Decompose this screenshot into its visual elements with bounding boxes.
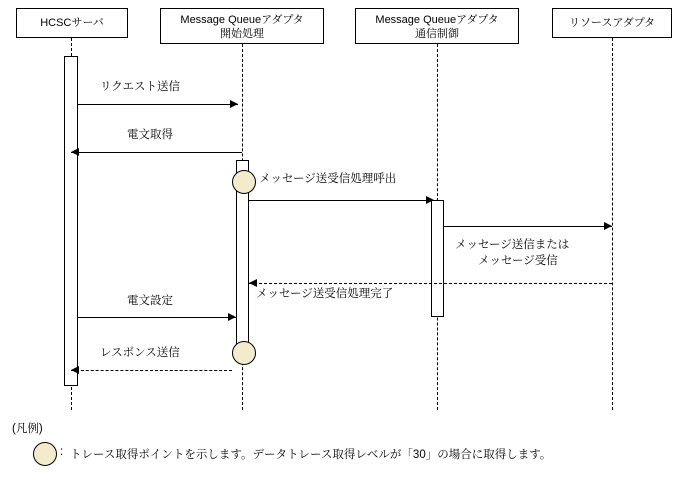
legend-title: (凡例) [12, 423, 43, 435]
lifeline-header-resource [552, 8, 672, 38]
message-line-m4 [444, 226, 612, 227]
message-label-m7: レスポンス送信 [100, 347, 180, 359]
message-line-m3 [249, 200, 433, 201]
message-label-m4-line2: メッセージ受信 [478, 255, 558, 267]
message-arrowhead-m2 [71, 148, 79, 156]
activation-hcsc [64, 56, 78, 386]
message-line-m2 [71, 152, 242, 153]
message-label-m1: リクエスト送信 [100, 81, 181, 93]
lifeline-label-mq-comm-line1: Message Queueアダプタ [375, 14, 499, 26]
trace-point-2 [232, 341, 256, 365]
message-line-m7 [71, 370, 232, 371]
message-label-m2: 電文取得 [127, 129, 173, 141]
lifeline-header-mq-comm [355, 8, 519, 44]
legend-trace-dot-icon [33, 442, 57, 466]
message-line-m5 [249, 283, 612, 284]
lifeline-label-mq-start-line2: 開始処理 [220, 28, 264, 40]
legend-marker-colon: : [60, 446, 64, 458]
message-arrowhead-m3 [426, 196, 434, 204]
message-label-m3: メッセージ送受信処理呼出 [259, 173, 397, 185]
lifeline-label-resource: リソースアダプタ [569, 17, 655, 29]
lifeline-line-resource [612, 38, 613, 410]
message-arrowhead-m7 [71, 366, 79, 374]
message-line-m6 [78, 317, 236, 318]
lifeline-header-hcsc [16, 8, 128, 38]
message-arrowhead-m5 [249, 279, 257, 287]
message-arrowhead-m4 [604, 222, 612, 230]
legend-description: トレース取得ポイントを示します。データトレース取得レベルが「30」の場合に取得します。 [70, 449, 552, 461]
lifeline-label-mq-comm-line2: 通信制御 [415, 28, 459, 40]
trace-point-1 [232, 170, 256, 194]
message-label-m4-line1: メッセージ送信または [455, 239, 570, 251]
lifeline-header-mq-start [160, 8, 324, 44]
message-label-m6: 電文設定 [127, 295, 173, 307]
lifeline-label-hcsc: HCSCサーバ [40, 17, 104, 29]
message-arrowhead-m6 [228, 313, 236, 321]
lifeline-label-mq-start-line1: Message Queueアダプタ [180, 14, 304, 26]
message-line-m1 [78, 104, 238, 105]
message-arrowhead-m1 [230, 100, 238, 108]
activation-mq-comm [431, 200, 444, 317]
message-label-m5: メッセージ送受信処理完了 [256, 288, 394, 300]
